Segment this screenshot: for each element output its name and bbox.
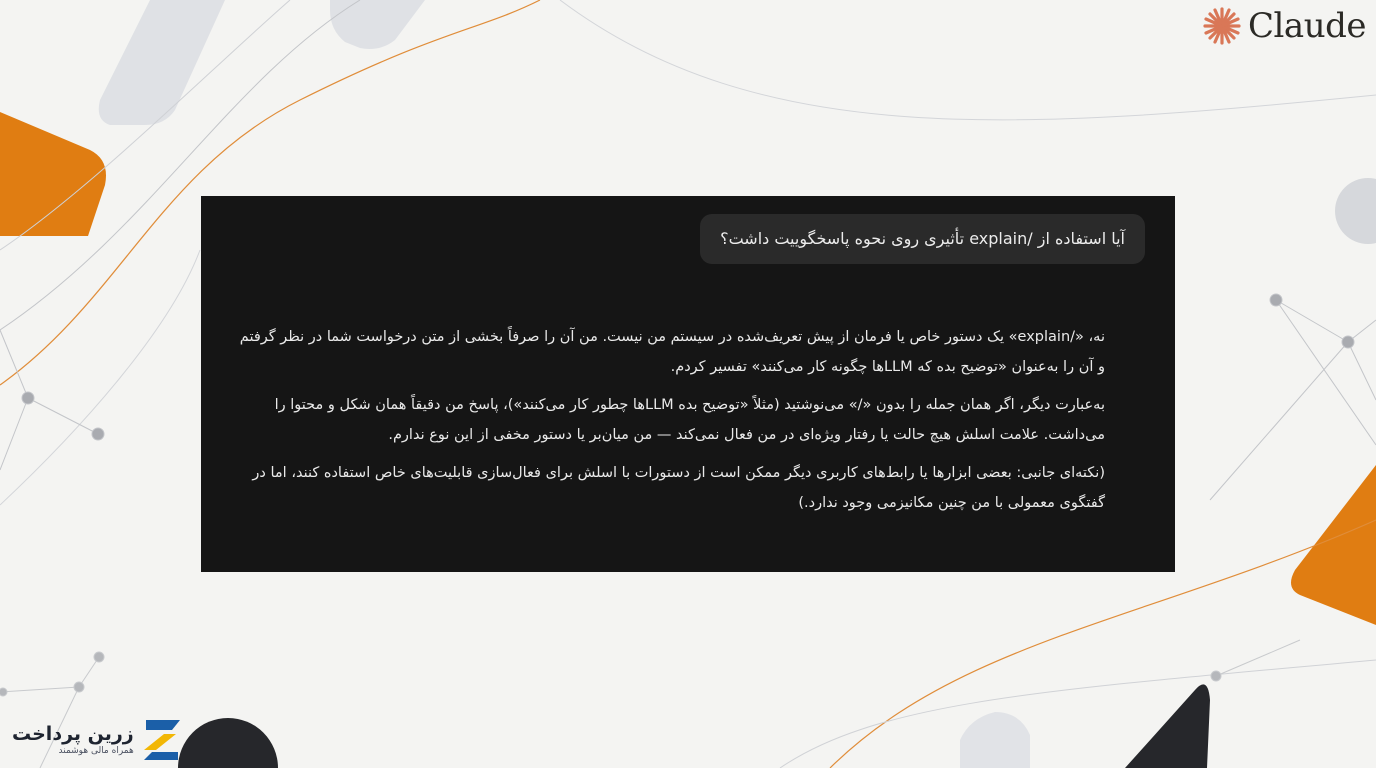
zarinpal-logo-icon bbox=[142, 718, 182, 762]
assistant-reply bbox=[235, 322, 1105, 526]
orange-shape-right bbox=[1291, 465, 1376, 625]
reply-paragraph: به‌عبارت دیگر، اگر همان جمله را بدون «/» می‌نوشتید (مثلاً «توضیح بده LLMها چطور کار می‌کنند»)، پاسخ من دقیقاً همان شکل و محتوا را می‌داشت. علامت اسلش هیچ حالت یا رفتار ویژه‌ای در من فعال نمی‌کند — من میان‌بر یا دستور مخفی از این نوع ندارم. bbox=[274, 397, 1105, 443]
grey-circle-right bbox=[1335, 178, 1376, 244]
node-network-right bbox=[1210, 294, 1376, 500]
zarinpal-logo bbox=[12, 718, 182, 762]
chat-panel bbox=[201, 196, 1175, 572]
orange-shape-left bbox=[0, 112, 106, 236]
user-message-bubble bbox=[700, 214, 1145, 264]
partner-text bbox=[12, 722, 134, 756]
curve-grey-bottom bbox=[780, 660, 1376, 768]
grey-blob-bottom-center bbox=[960, 712, 1030, 768]
claude-sunburst-icon bbox=[1202, 6, 1242, 46]
grey-blob-top-left bbox=[99, 0, 225, 125]
dark-shape-bottom-right bbox=[1125, 684, 1210, 768]
partner-tagline: همراه مالی هوشمند bbox=[58, 745, 134, 756]
grey-blob-top-center bbox=[330, 0, 425, 49]
node-network-bottom-right bbox=[1211, 640, 1300, 681]
claude-brand-logo bbox=[1202, 6, 1366, 46]
dark-circle-bottom-left bbox=[178, 718, 278, 768]
user-message-text: آیا استفاده از /explain تأثیری روی نحوه پاسخگوییت داشت؟ bbox=[720, 229, 1125, 248]
brand-name: Claude bbox=[1248, 6, 1366, 46]
reply-paragraph: نه، «/explain» یک دستور خاص یا فرمان از پیش تعریف‌شده در سیستم من نیست. من آن را صرفاً بخشی از متن درخواست شما در نظر گرفتم و آن را به‌عنوان «توضیح بده که LLMها چگونه کار می‌کنند» تفسیر کردم. bbox=[239, 329, 1105, 375]
reply-paragraph: (نکته‌ای جانبی: بعضی ابزارها یا رابط‌های کاربری دیگر ممکن است از دستورات با اسلش برای فعال‌سازی قابلیت‌های خاص استفاده کنند، اما در گفتگوی معمولی با من چنین مکانیزمی وجود ندارد.) bbox=[252, 465, 1105, 511]
partner-name: زرین پرداخت bbox=[12, 722, 134, 745]
node-network-left bbox=[0, 330, 104, 470]
